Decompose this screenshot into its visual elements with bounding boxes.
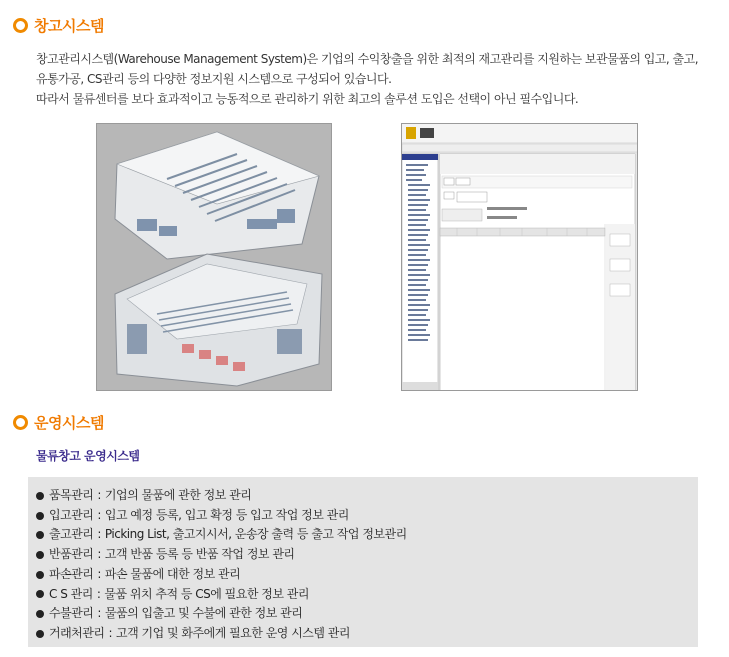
feature-desc: 기업의 물품에 관한 정보 관리 <box>104 488 252 502</box>
separator: : <box>108 625 113 640</box>
separator: : <box>97 606 101 621</box>
feature-name: 출고관리 <box>49 527 94 542</box>
bullet-icon <box>36 571 44 579</box>
feature-name: 품목관리 <box>49 488 94 502</box>
feature-desc: 고객 반품 등록 등 반품 작업 정보 관리 <box>104 547 295 562</box>
bullet-icon <box>36 512 44 520</box>
circle-bullet-icon <box>13 18 28 33</box>
circle-bullet-icon <box>13 415 28 430</box>
feature-name: 거래처관리 <box>49 625 105 640</box>
feature-name: 수불관리 <box>49 606 94 621</box>
section-heading-operation <box>13 412 104 433</box>
warehouse-illustration <box>96 123 332 391</box>
bullet-icon <box>36 610 44 618</box>
intro-line: 유통가공, CS관리 등의 다양한 정보지원 시스템으로 구성되어 있습니다. <box>36 72 392 86</box>
bullet-icon <box>36 531 44 539</box>
list-item <box>36 506 698 526</box>
bullet-icon <box>36 492 44 500</box>
feature-desc: 고객 기업 및 화주에게 필요한 운영 시스템 관리 <box>116 625 350 640</box>
feature-name: 입고관리 <box>49 507 94 522</box>
feature-desc: 물품의 입출고 및 수불에 관한 정보 관리 <box>104 606 303 621</box>
section-title: 창고시스템 <box>34 17 104 35</box>
bullet-icon <box>36 551 44 559</box>
separator: : <box>97 527 101 542</box>
feature-name: 파손관리 <box>49 566 94 581</box>
software-screenshot <box>401 123 638 391</box>
separator: : <box>97 507 101 522</box>
separator: : <box>97 566 101 581</box>
feature-desc: 물품 위치 추적 등 CS에 필요한 정보 관리 <box>104 586 309 601</box>
list-item <box>36 565 698 585</box>
separator: : <box>96 586 101 601</box>
feature-desc: 파손 물품에 대한 정보 관리 <box>104 566 241 581</box>
list-item <box>36 604 698 624</box>
separator: : <box>97 488 101 502</box>
section-title: 운영시스템 <box>34 414 104 432</box>
feature-list <box>28 477 698 647</box>
list-item <box>36 525 698 545</box>
feature-name: C S 관리 <box>49 586 93 601</box>
section-heading-warehouse <box>13 15 104 36</box>
list-item <box>36 486 698 506</box>
separator: : <box>97 547 101 562</box>
subheading: 물류창고 운영시스템 <box>36 449 140 463</box>
feature-name: 반품관리 <box>49 547 94 562</box>
feature-desc: Picking List, 출고지시서, 운송장 출력 등 출고 작업 정보관리 <box>104 527 407 542</box>
feature-desc: 입고 예정 등록, 입고 확정 등 입고 작업 정보 관리 <box>104 507 349 522</box>
intro-line: 따라서 물류센터를 보다 효과적이고 능동적으로 관리하기 위한 최고의 솔루션 도입은 선택이 아닌 필수입니다. <box>36 92 579 106</box>
bullet-icon <box>36 630 44 638</box>
list-item <box>36 585 698 605</box>
list-item <box>36 545 698 565</box>
intro-paragraph <box>36 49 716 109</box>
intro-line: 창고관리시스템(Warehouse Management System)은 기업의 수익창출을 위한 최적의 재고관리를 지원하는 보관물품의 입고, 출고, <box>36 52 699 66</box>
list-item <box>36 624 698 644</box>
bullet-icon <box>36 590 44 598</box>
